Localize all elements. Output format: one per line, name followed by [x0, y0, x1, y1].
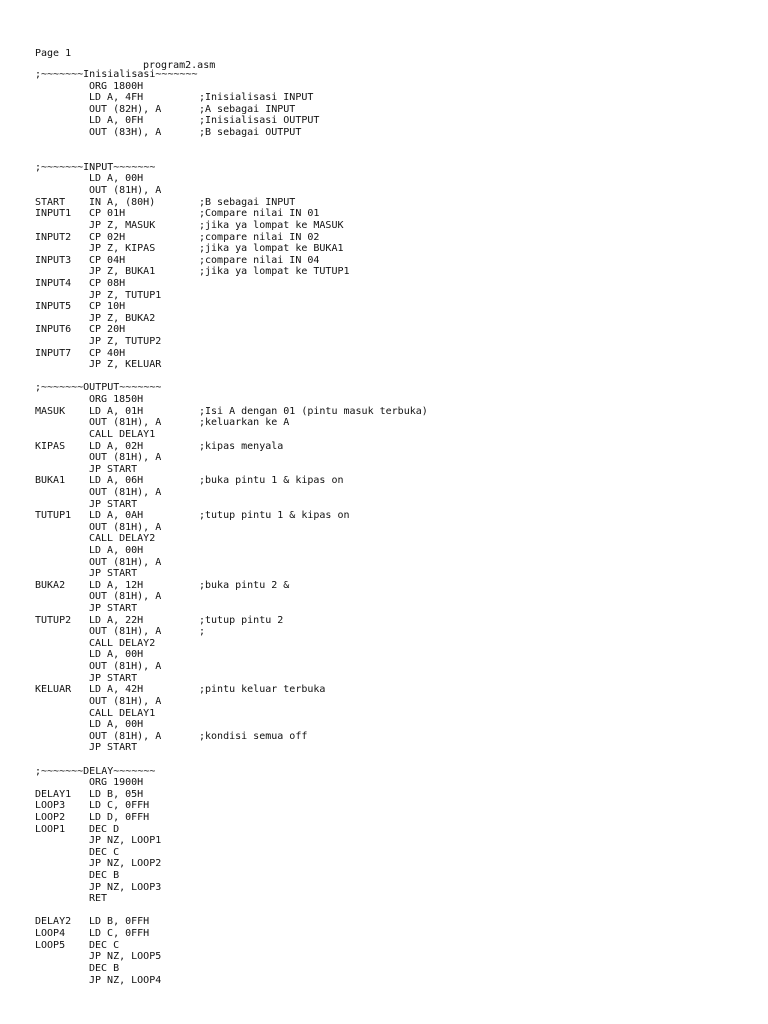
code-instruction: LD A, 42H: [89, 684, 144, 696]
code-label: DELAY2: [35, 916, 72, 928]
code-line: [35, 649, 758, 661]
code-label: INPUT2: [35, 231, 72, 243]
code-line: [35, 487, 758, 499]
code-instruction: JP START: [89, 672, 138, 684]
section-title: ;~~~~~~~DELAY~~~~~~~: [35, 765, 156, 777]
code-label: MASUK: [35, 405, 66, 417]
code-line: [35, 626, 758, 638]
code-comment: ;A sebagai INPUT: [199, 103, 296, 115]
code-instruction: JP NZ, LOOP3: [89, 881, 162, 893]
code-instruction: JP START: [89, 463, 138, 475]
code-line: [35, 301, 758, 313]
code-instruction: CALL DELAY2: [89, 637, 156, 649]
code-instruction: OUT (81H), A: [89, 661, 162, 673]
file-name: program2.asm: [143, 60, 216, 71]
code-instruction: OUT (81H), A: [89, 452, 162, 464]
code-line: [35, 313, 758, 325]
code-line: [35, 916, 758, 928]
code-instruction: LD A, 01H: [89, 405, 144, 417]
code-comment: ;Compare nilai IN 01: [199, 208, 320, 220]
code-instruction: LD A, 12H: [89, 579, 144, 591]
code-listing: [35, 69, 758, 986]
code-instruction: LD C, 0FFH: [89, 928, 150, 940]
code-instruction: LD A, 00H: [89, 649, 144, 661]
code-line: [35, 475, 758, 487]
code-line: [35, 673, 758, 685]
code-instruction: ORG 1900H: [89, 777, 144, 789]
code-line: [35, 348, 758, 360]
code-line: [35, 197, 758, 209]
code-line: [35, 92, 758, 104]
code-instruction: CP 04H: [89, 254, 126, 266]
code-label: TUTUP2: [35, 614, 72, 626]
code-line: [35, 638, 758, 650]
code-line: [35, 742, 758, 754]
code-instruction: DEC C: [89, 846, 120, 858]
code-line: [35, 243, 758, 255]
code-label: INPUT1: [35, 208, 72, 220]
code-instruction: CP 20H: [89, 324, 126, 336]
code-instruction: JP Z, KELUAR: [89, 359, 162, 371]
code-line: [35, 336, 758, 348]
code-instruction: IN A, (80H): [89, 196, 156, 208]
code-instruction: CALL DELAY2: [89, 533, 156, 545]
code-instruction: CALL DELAY1: [89, 428, 156, 440]
code-label: LOOP3: [35, 800, 66, 812]
code-instruction: JP START: [89, 568, 138, 580]
code-line: [35, 940, 758, 952]
code-line: [35, 975, 758, 987]
section-header-line: [35, 69, 758, 81]
code-instruction: LD A, 00H: [89, 544, 144, 556]
code-line: [35, 499, 758, 511]
code-instruction: JP NZ, LOOP1: [89, 835, 162, 847]
code-instruction: JP Z, TUTUP1: [89, 289, 162, 301]
page-number: Page 1: [35, 48, 72, 59]
code-line: [35, 255, 758, 267]
blank-line: [35, 150, 758, 162]
code-instruction: LD A, 00H: [89, 719, 144, 731]
code-line: [35, 777, 758, 789]
section-title: ;~~~~~~~INPUT~~~~~~~: [35, 161, 156, 173]
code-comment: ;B sebagai OUTPUT: [199, 127, 302, 139]
code-label: BUKA2: [35, 579, 66, 591]
code-instruction: CP 02H: [89, 231, 126, 243]
code-comment: ;keluarkan ke A: [199, 417, 290, 429]
code-label: INPUT7: [35, 347, 72, 359]
code-label: LOOP1: [35, 823, 66, 835]
code-comment: ;compare nilai IN 02: [199, 231, 320, 243]
code-comment: ;tutup pintu 1 & kipas on: [199, 510, 350, 522]
code-label: INPUT6: [35, 324, 72, 336]
blank-line: [35, 371, 758, 383]
code-line: [35, 441, 758, 453]
code-instruction: LD A, 06H: [89, 475, 144, 487]
code-instruction: DEC B: [89, 962, 120, 974]
code-label: KIPAS: [35, 440, 66, 452]
code-line: [35, 719, 758, 731]
code-line: [35, 290, 758, 302]
code-instruction: LD A, 02H: [89, 440, 144, 452]
code-label: KELUAR: [35, 684, 72, 696]
code-line: [35, 266, 758, 278]
code-label: LOOP5: [35, 939, 66, 951]
code-instruction: OUT (81H), A: [89, 695, 162, 707]
code-line: [35, 708, 758, 720]
code-instruction: JP Z, TUTUP2: [89, 336, 162, 348]
code-line: [35, 928, 758, 940]
code-label: INPUT3: [35, 254, 72, 266]
code-instruction: DEC B: [89, 870, 120, 882]
code-line: [35, 394, 758, 406]
code-line: [35, 464, 758, 476]
code-label: LOOP4: [35, 928, 66, 940]
page-header: [35, 36, 216, 71]
code-line: [35, 81, 758, 93]
code-instruction: ORG 1850H: [89, 394, 144, 406]
code-instruction: JP Z, BUKA2: [89, 312, 156, 324]
code-line: [35, 870, 758, 882]
code-instruction: OUT (81H), A: [89, 730, 162, 742]
code-comment: ;Inisialisasi INPUT: [199, 92, 314, 104]
section-header-line: [35, 382, 758, 394]
code-comment: ;compare nilai IN 04: [199, 254, 320, 266]
code-line: [35, 406, 758, 418]
code-line: [35, 882, 758, 894]
code-comment: ;B sebagai INPUT: [199, 196, 296, 208]
code-instruction: CP 10H: [89, 301, 126, 313]
code-line: [35, 580, 758, 592]
code-line: [35, 127, 758, 139]
code-instruction: RET: [89, 893, 108, 905]
code-comment: ;tutup pintu 2: [199, 614, 284, 626]
code-line: [35, 893, 758, 905]
blank-line: [35, 754, 758, 766]
code-line: [35, 696, 758, 708]
code-instruction: DEC C: [89, 939, 120, 951]
code-line: [35, 789, 758, 801]
code-line: [35, 104, 758, 116]
blank-line: [35, 905, 758, 917]
code-label: DELAY1: [35, 788, 72, 800]
code-instruction: CP 01H: [89, 208, 126, 220]
code-line: [35, 185, 758, 197]
code-instruction: JP NZ, LOOP5: [89, 951, 162, 963]
code-line: [35, 278, 758, 290]
code-line: [35, 359, 758, 371]
code-label: TUTUP1: [35, 510, 72, 522]
code-instruction: OUT (81H), A: [89, 591, 162, 603]
code-comment: ;kipas menyala: [199, 440, 284, 452]
section-header-line: [35, 766, 758, 778]
code-comment: ;: [199, 626, 206, 638]
code-comment: ;jika ya lompat ke TUTUP1: [199, 266, 350, 278]
code-instruction: LD D, 0FFH: [89, 812, 150, 823]
code-comment: ;Isi A dengan 01 (pintu masuk terbuka): [199, 405, 428, 417]
code-line: [35, 824, 758, 836]
code-line: [35, 568, 758, 580]
code-line: [35, 963, 758, 975]
code-line: [35, 324, 758, 336]
section-title: ;~~~~~~~Inisialisasi~~~~~~~: [35, 69, 198, 80]
code-line: [35, 208, 758, 220]
code-line: [35, 661, 758, 673]
code-line: [35, 510, 758, 522]
code-instruction: CP 08H: [89, 277, 126, 289]
code-line: [35, 173, 758, 185]
code-instruction: OUT (81H), A: [89, 556, 162, 568]
code-line: [35, 452, 758, 464]
code-instruction: JP START: [89, 742, 138, 754]
section-header-line: [35, 162, 758, 174]
code-instruction: OUT (81H), A: [89, 417, 162, 429]
code-label: START: [35, 196, 66, 208]
code-instruction: JP NZ, LOOP2: [89, 858, 162, 870]
code-line: [35, 615, 758, 627]
code-line: [35, 835, 758, 847]
code-line: [35, 557, 758, 569]
code-comment: ;jika ya lompat ke BUKA1: [199, 243, 344, 255]
code-comment: ;buka pintu 2 &: [199, 579, 290, 591]
code-comment: ;buka pintu 1 & kipas on: [199, 475, 344, 487]
code-instruction: LD B, 05H: [89, 788, 144, 800]
code-instruction: JP Z, KIPAS: [89, 243, 156, 255]
code-label: BUKA1: [35, 475, 66, 487]
code-instruction: JP START: [89, 603, 138, 615]
code-label: INPUT5: [35, 301, 72, 313]
code-comment: ;Inisialisasi OUTPUT: [199, 115, 320, 127]
code-line: [35, 800, 758, 812]
code-instruction: OUT (82H), A: [89, 103, 162, 115]
code-instruction: LD A, 0AH: [89, 510, 144, 522]
code-instruction: OUT (81H), A: [89, 626, 162, 638]
code-instruction: LD A, 4FH: [89, 92, 144, 104]
code-line: [35, 115, 758, 127]
code-instruction: OUT (83H), A: [89, 127, 162, 139]
code-instruction: JP Z, BUKA1: [89, 266, 156, 278]
code-instruction: CALL DELAY1: [89, 707, 156, 719]
code-instruction: JP START: [89, 498, 138, 510]
code-line: [35, 232, 758, 244]
code-instruction: ORG 1800H: [89, 80, 144, 92]
code-instruction: CP 40H: [89, 347, 126, 359]
section-title: ;~~~~~~~OUTPUT~~~~~~~: [35, 382, 162, 394]
code-instruction: LD A, 22H: [89, 614, 144, 626]
code-instruction: DEC D: [89, 823, 120, 835]
code-line: [35, 812, 758, 824]
code-comment: ;pintu keluar terbuka: [199, 684, 326, 696]
code-instruction: LD A, 00H: [89, 173, 144, 185]
code-instruction: LD B, 0FFH: [89, 916, 150, 928]
code-line: [35, 603, 758, 615]
code-line: [35, 220, 758, 232]
code-comment: ;kondisi semua off: [199, 730, 308, 742]
code-line: [35, 429, 758, 441]
code-instruction: LD A, 0FH: [89, 115, 144, 127]
code-line: [35, 417, 758, 429]
blank-line: [35, 139, 758, 151]
code-instruction: OUT (81H), A: [89, 486, 162, 498]
code-line: [35, 858, 758, 870]
code-line: [35, 533, 758, 545]
code-line: [35, 951, 758, 963]
code-instruction: JP Z, MASUK: [89, 219, 156, 231]
code-label: INPUT4: [35, 277, 72, 289]
code-instruction: JP NZ, LOOP4: [89, 974, 162, 986]
code-line: [35, 545, 758, 557]
code-line: [35, 591, 758, 603]
code-line: [35, 847, 758, 859]
code-line: [35, 522, 758, 534]
code-instruction: LD C, 0FFH: [89, 800, 150, 812]
code-line: [35, 684, 758, 696]
code-comment: ;jika ya lompat ke MASUK: [199, 219, 344, 231]
code-line: [35, 731, 758, 743]
code-label: LOOP2: [35, 812, 66, 823]
code-instruction: OUT (81H), A: [89, 521, 162, 533]
code-instruction: OUT (81H), A: [89, 185, 162, 197]
